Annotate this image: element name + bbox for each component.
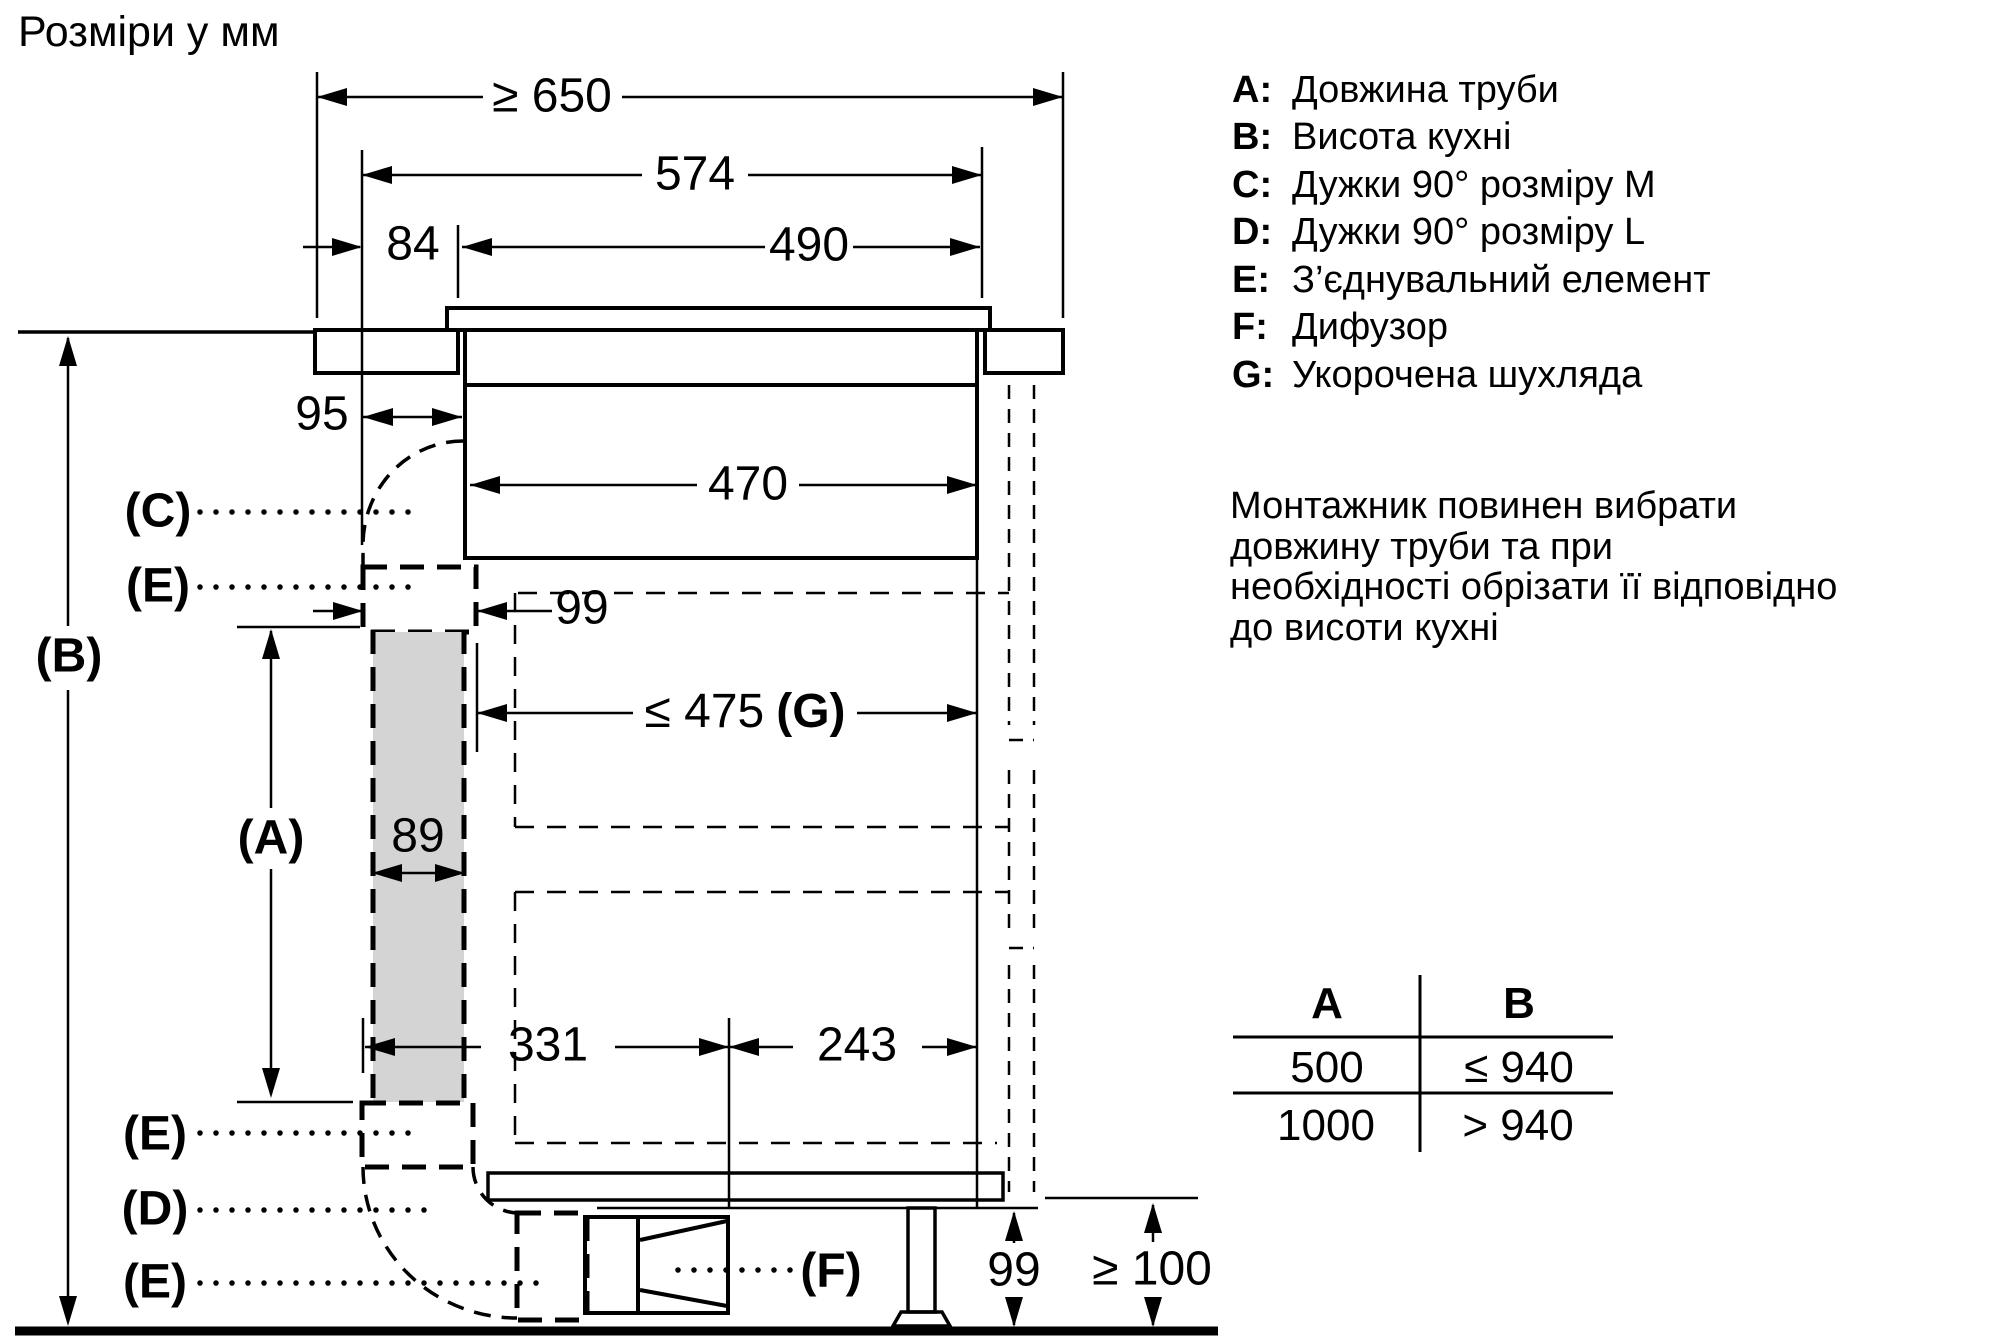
table-cell-a1: 500 [1290,1043,1364,1092]
legend [1232,69,1711,396]
bend-90-size-m [363,441,463,565]
worktop-right-block [985,330,1063,373]
table-cell-a2: 1000 [1277,1101,1375,1150]
note-line-2: довжину труби та при [1230,526,1613,568]
dim-connector-width: 99 [555,581,609,635]
hob-glass-plate [447,308,990,330]
worktop-left-block [315,330,458,373]
table-header-b: B [1503,979,1535,1028]
dim-worktop-min-width: ≥ 650 [492,69,612,123]
part-label-d: (D) [121,1182,189,1236]
legend-label-g: Укорочена шухляда [1292,354,1643,396]
note-line-4: до висоти кухні [1230,607,1499,649]
note-line-3: необхідності обрізати її відповідно [1230,566,1838,608]
dim-duct-offset: 95 [295,387,349,441]
extension-lines [237,69,1063,1208]
legend-key-c: C: [1232,164,1273,206]
dim-floor-clearance: ≥ 100 [1092,1242,1212,1296]
legend-label-a: Довжина труби [1292,69,1559,111]
dim-bottom-right: 243 [816,1018,898,1072]
connector-middle [362,1103,473,1167]
legend-label-e: З’єднувальний елемент [1292,259,1711,301]
legend-label-d: Дужки 90° розміру L [1292,211,1646,253]
legend-key-d: D: [1232,211,1273,253]
duct-assembly-dashed [362,441,587,1320]
note-line-1: Монтажник повинен вибрати [1230,485,1738,527]
legend-key-f: F: [1232,306,1268,348]
cabinet-bottom-shelf [488,1173,1003,1200]
table-cell-b1: ≤ 940 [1464,1043,1574,1092]
part-label-f: (F) [800,1244,862,1298]
legend-key-e: E: [1232,259,1270,301]
dim-bottom-left: 331 [507,1018,589,1072]
legend-label-f: Дифузор [1292,306,1449,348]
diffuser-box [585,1217,728,1313]
legend-label-b: Висота кухні [1292,116,1512,158]
connector-upper [363,567,476,632]
part-label-e-lower: (E) [123,1255,187,1309]
drawer-region-dashed [515,593,1009,1143]
cabinet-foot [893,1312,950,1326]
hob-body [465,330,977,558]
dim-drawer-depth: ≤ 475 (G) [644,684,846,738]
worktop-and-hob-structure [15,308,1218,1331]
dim-body-width: 490 [768,218,850,272]
part-label-c: (C) [124,484,192,538]
legend-key-b: B: [1232,116,1273,158]
part-label-e-middle: (E) [123,1107,187,1161]
bend-90-size-l-outer [363,1167,517,1318]
table-cell-b2: > 940 [1462,1101,1574,1150]
part-label-a: (A) [237,811,305,865]
dim-cutout-width: 574 [654,147,736,201]
legend-key-g: G: [1232,354,1275,396]
dim-plinth-height: 99 [987,1243,1041,1297]
dimension-lines [59,88,1162,1327]
duct-tube [373,632,464,1102]
ab-table [1233,975,1613,1152]
table-header-a: A [1311,979,1343,1028]
cabinet-leg [908,1208,935,1312]
installer-note [1230,485,1837,649]
page-title: Розміри у мм [18,8,280,56]
part-label-e-upper: (E) [126,559,190,613]
legend-label-c: Дужки 90° розміру M [1292,164,1656,206]
part-label-b: (B) [35,629,103,683]
connector-lower [517,1213,587,1320]
dim-edge-offset: 84 [386,217,440,271]
legend-key-a: A: [1232,69,1273,111]
dim-inner-width: 470 [707,457,789,511]
cabinet-back-wall-dashed [1009,385,1034,1192]
dim-tube-width: 89 [391,809,445,863]
